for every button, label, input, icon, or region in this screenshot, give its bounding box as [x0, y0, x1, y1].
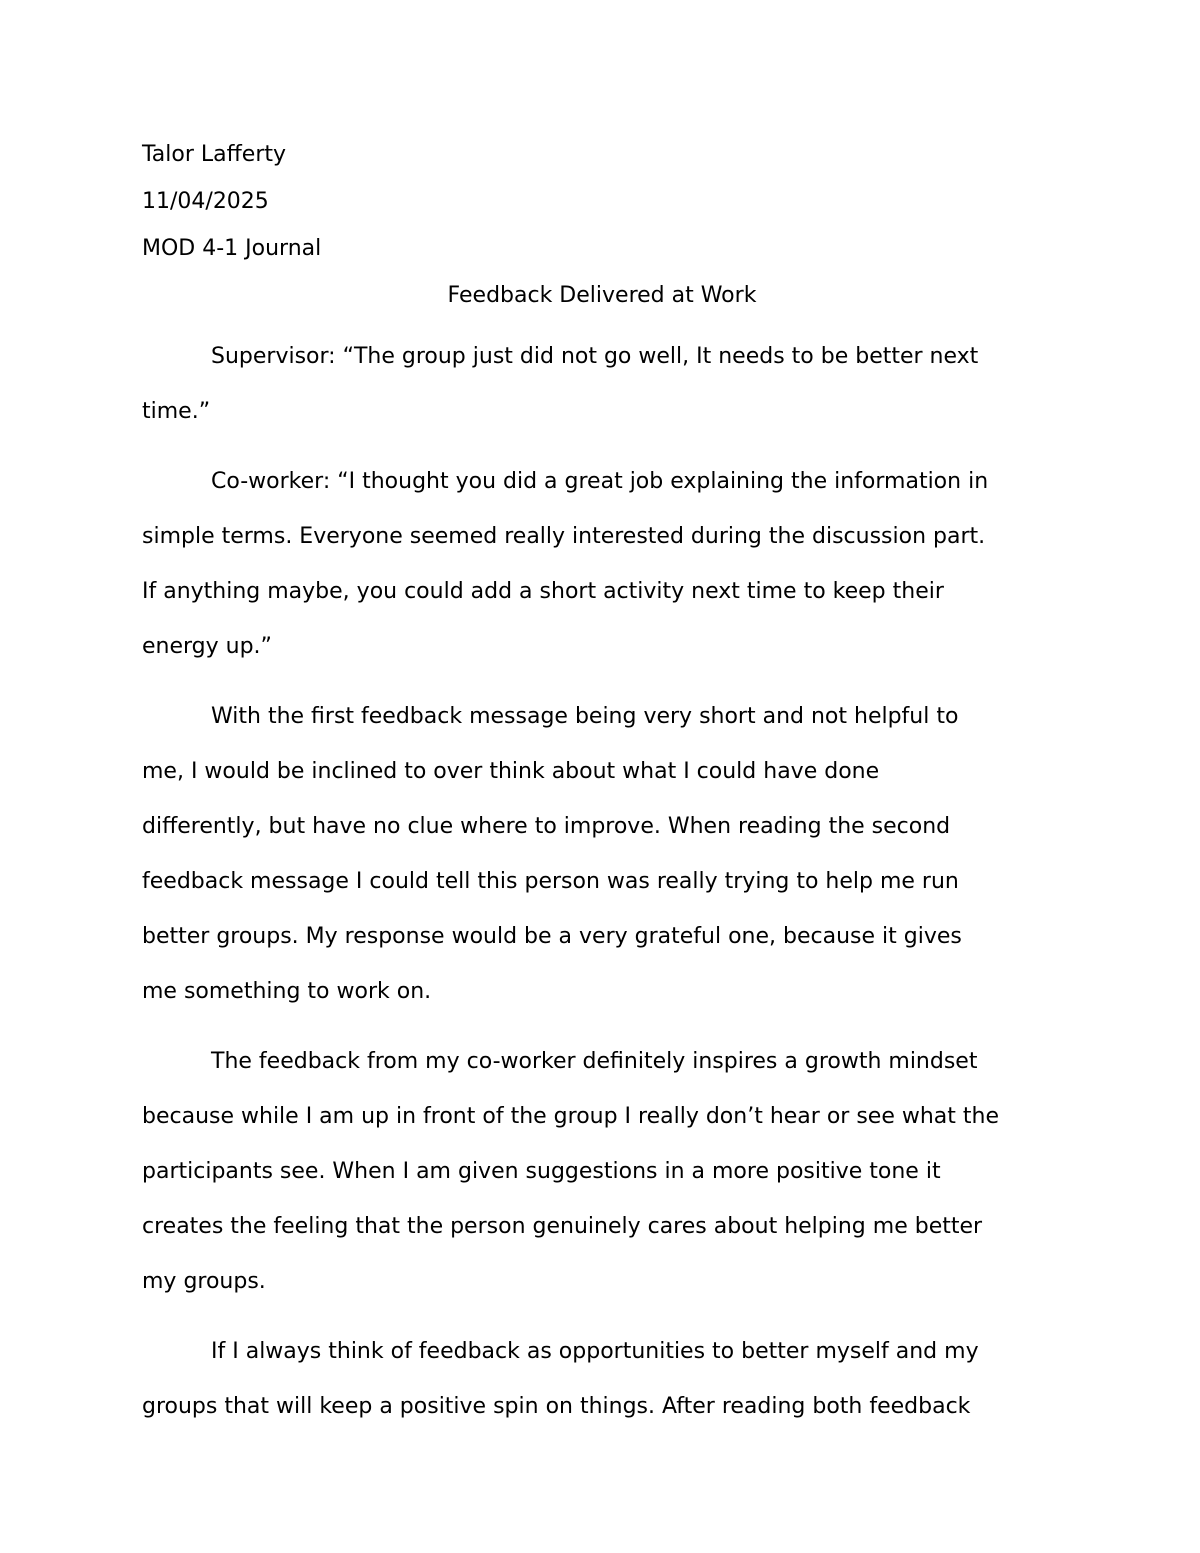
- line-text: Co-worker: “I thought you did a great job explaining the information in: [211, 469, 989, 494]
- paragraph: [142, 329, 1062, 439]
- course-label: MOD 4-1 Journal: [142, 236, 322, 261]
- paragraph-line: feedback message I could tell this person was really trying to help me run: [142, 869, 959, 894]
- paragraph-line: If anything maybe, you could add a short activity next time to keep their: [142, 579, 944, 604]
- paragraph: [142, 454, 1062, 674]
- paragraph-line: [142, 454, 1062, 509]
- paragraph-line: my groups.: [142, 1269, 266, 1294]
- line-text: The feedback from my co-worker definitely inspires a growth mindset: [211, 1049, 978, 1074]
- paragraph-line: [142, 689, 1062, 744]
- line-text: Supervisor: “The group just did not go well, It needs to be better next: [211, 344, 979, 369]
- paragraph-line: [142, 1324, 1062, 1379]
- paragraph-line: because while I am up in front of the group I really don’t hear or see what the: [142, 1104, 999, 1129]
- paragraph-line: groups that will keep a positive spin on things. After reading both feedback: [142, 1394, 971, 1419]
- paragraph-line: [142, 329, 1062, 384]
- paragraph-line: better groups. My response would be a very grateful one, because it gives: [142, 924, 962, 949]
- paragraph-line: creates the feeling that the person genuinely cares about helping me better: [142, 1214, 983, 1239]
- paragraph-line: participants see. When I am given suggestions in a more positive tone it: [142, 1159, 941, 1184]
- document-date: 11/04/2025: [142, 189, 269, 214]
- line-text: If I always think of feedback as opportunities to better myself and my: [211, 1339, 979, 1364]
- paragraph-line: time.”: [142, 399, 211, 424]
- paragraph-line: simple terms. Everyone seemed really interested during the discussion part.: [142, 524, 986, 549]
- author-name: Talor Lafferty: [142, 142, 287, 167]
- paragraph: [142, 1324, 1062, 1434]
- document-title: Feedback Delivered at Work: [447, 283, 757, 308]
- paragraph-line: energy up.”: [142, 634, 272, 659]
- line-text: With the first feedback message being very short and not helpful to: [211, 704, 959, 729]
- paragraph-line: differently, but have no clue where to improve. When reading the second: [142, 814, 951, 839]
- paragraph: [142, 1034, 1062, 1309]
- paragraph-line: [142, 1034, 1062, 1089]
- paragraph-line: me, I would be inclined to over think about what I could have done: [142, 759, 880, 784]
- document-body: [142, 141, 1062, 1449]
- paragraph-line: me something to work on.: [142, 979, 432, 1004]
- paragraph: [142, 689, 1062, 1019]
